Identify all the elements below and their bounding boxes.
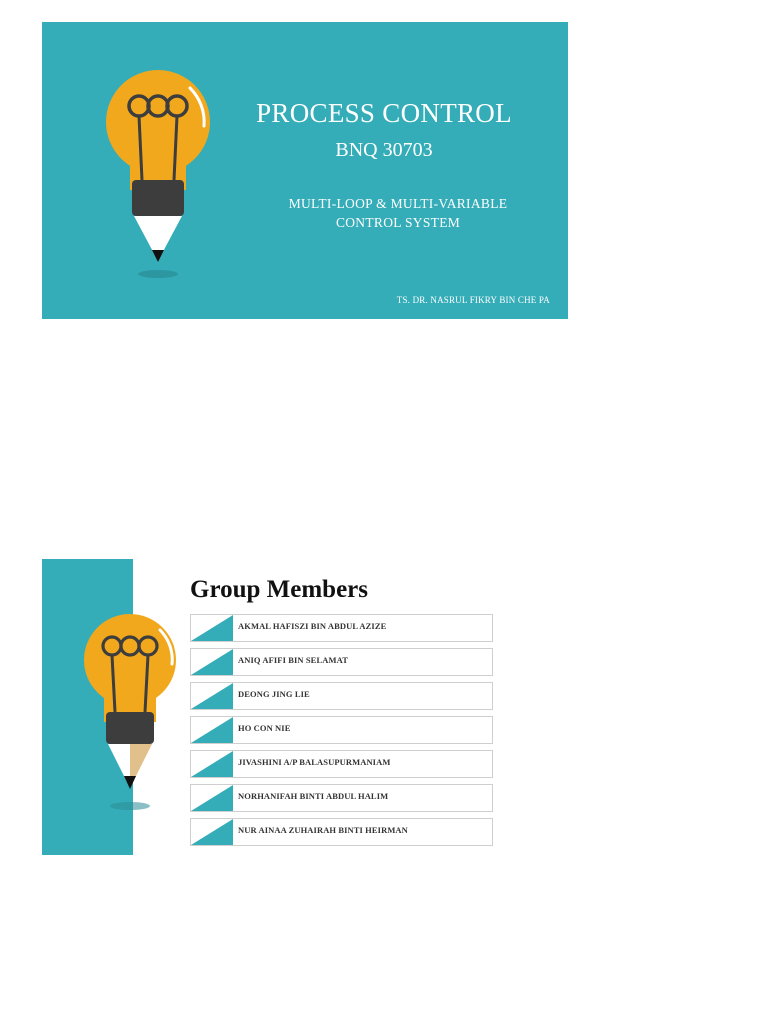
list-item — [190, 682, 493, 710]
member-name: AKMAL HAFISZI BIN ABDUL AZIZE — [238, 621, 387, 631]
subtitle-line-2: CONTROL SYSTEM — [335, 215, 461, 230]
lecturer-name: TS. DR. NASRUL FIKRY BIN CHE PA — [396, 295, 550, 305]
member-name: ANIQ AFIFI BIN SELAMAT — [238, 655, 348, 665]
list-item — [190, 784, 493, 812]
member-name: DEONG JING LIE — [238, 689, 310, 699]
title-slide — [42, 22, 568, 319]
lightbulb-pencil-icon — [72, 600, 192, 814]
member-name: HO CON NIE — [238, 723, 291, 733]
members-list — [190, 614, 493, 852]
list-item — [190, 614, 493, 642]
lightbulb-pencil-icon — [100, 56, 220, 282]
triangle-marker-icon — [191, 785, 233, 811]
triangle-marker-icon — [191, 751, 233, 777]
presentation-subtitle — [242, 194, 554, 232]
list-item — [190, 818, 493, 846]
triangle-marker-icon — [191, 683, 233, 709]
triangle-marker-icon — [191, 819, 233, 845]
list-item — [190, 750, 493, 778]
list-item — [190, 648, 493, 676]
triangle-marker-icon — [191, 615, 233, 641]
member-name: NORHANIFAH BINTI ABDUL HALIM — [238, 791, 389, 801]
member-name: NUR AINAA ZUHAIRAH BINTI HEIRMAN — [238, 825, 408, 835]
group-members-heading: Group Members — [190, 576, 368, 603]
triangle-marker-icon — [191, 649, 233, 675]
member-name: JIVASHINI A/P BALASUPURMANIAM — [238, 757, 391, 767]
presentation-title: PROCESS CONTROL — [256, 98, 512, 128]
list-item — [190, 716, 493, 744]
course-code: BNQ 30703 — [335, 139, 433, 161]
subtitle-line-1: MULTI-LOOP & MULTI-VARIABLE — [288, 196, 508, 211]
triangle-marker-icon — [191, 717, 233, 743]
